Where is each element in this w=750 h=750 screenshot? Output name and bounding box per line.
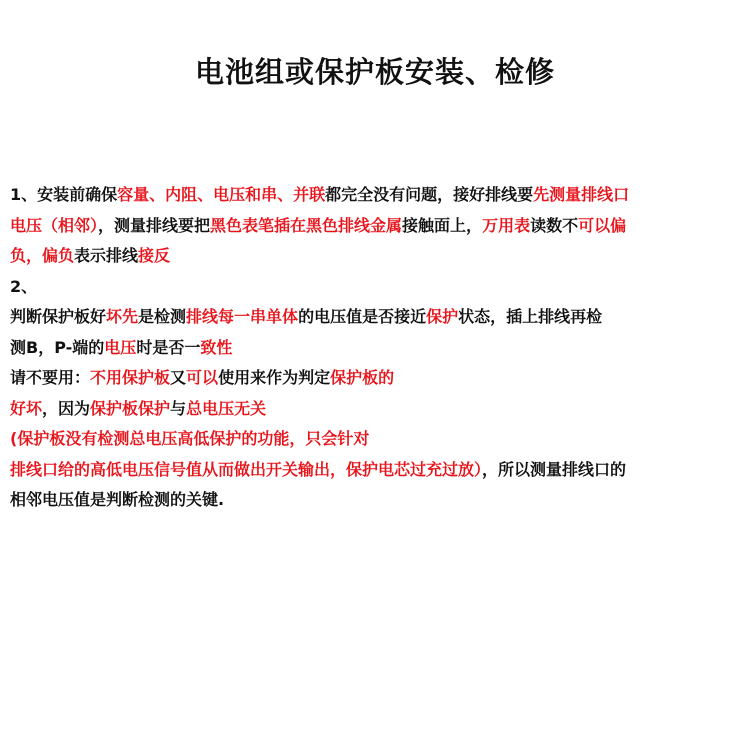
text-segment: 是检测	[138, 307, 187, 326]
text-line-6	[10, 333, 742, 364]
page-title: 电池组或保护板安装、检修	[194, 55, 555, 89]
text-segment: ，测量排线要把	[98, 215, 211, 235]
highlighted-text: 可以偏	[578, 215, 627, 235]
instruction-text	[10, 180, 742, 516]
highlighted-text: 电压	[104, 337, 137, 357]
highlighted-text: 坏先	[106, 307, 139, 326]
text-segment: ，因为	[42, 398, 91, 418]
highlighted-text: 排线每一串单体	[186, 307, 299, 326]
highlighted-text: (保护板没有检测总电压高低保护的功能，只会针对	[10, 429, 370, 448]
text-line-1	[10, 180, 742, 211]
text-segment: 都完全没有问题，接好排线要	[325, 185, 534, 204]
text-segment: 的电压值是否接近	[298, 307, 427, 326]
highlighted-text: 先测量排线口	[533, 185, 630, 204]
text-line-11	[10, 485, 742, 516]
text-segment: 状态，插上排线再检	[458, 307, 603, 326]
text-segment: 1、安装前确保	[10, 185, 118, 204]
highlighted-text: 容量、内阻、电压和串、并联	[117, 185, 326, 204]
highlighted-text: 好坏	[10, 398, 43, 418]
text-segment: 与	[170, 398, 187, 418]
highlighted-text: 排线口给的高低电压信号值从而做出开关输出，保护电芯过充过放）	[10, 459, 483, 479]
text-segment: 请不要用：	[10, 368, 91, 387]
text-line-2	[10, 211, 742, 242]
text-segment: 使用来作为判定	[218, 368, 331, 387]
text-segment: 接触面上，	[402, 215, 483, 235]
highlighted-text: 致性	[200, 337, 233, 357]
text-line-10	[10, 455, 742, 486]
highlighted-text: 保护板的	[330, 368, 395, 387]
text-line-3	[10, 241, 742, 272]
highlighted-text: 不用保护板	[90, 368, 171, 387]
text-line-4	[10, 272, 742, 303]
highlighted-text: 电压（相邻）	[10, 215, 99, 235]
text-segment: ，所以测量排线口的	[482, 459, 627, 479]
text-segment: 时是否一	[136, 337, 201, 357]
highlighted-text: 接反	[138, 246, 171, 265]
highlighted-text: 保护板保护	[90, 398, 171, 418]
text-line-5	[10, 302, 742, 333]
text-segment: 读数不	[530, 215, 579, 235]
text-segment: 相邻电压值是判断检测的关键.	[10, 490, 225, 509]
highlighted-text: 万用表	[482, 215, 531, 235]
text-line-8	[10, 394, 742, 425]
text-segment: 又	[170, 368, 187, 387]
highlighted-text: 可以	[186, 368, 219, 387]
text-segment: 表示排线	[74, 246, 139, 265]
text-segment: 判断保护板好	[10, 307, 107, 326]
highlighted-text: 黑色表笔插在黑色排线金属	[210, 215, 403, 235]
text-line-7	[10, 363, 742, 394]
highlighted-text: 负，偏负	[10, 246, 75, 265]
text-segment: 测B，P-端的	[10, 337, 105, 357]
highlighted-text: 总电压无关	[186, 398, 267, 418]
section-number: 2、	[10, 276, 38, 296]
highlighted-text: 保护	[426, 307, 459, 326]
text-line-9	[10, 424, 742, 455]
